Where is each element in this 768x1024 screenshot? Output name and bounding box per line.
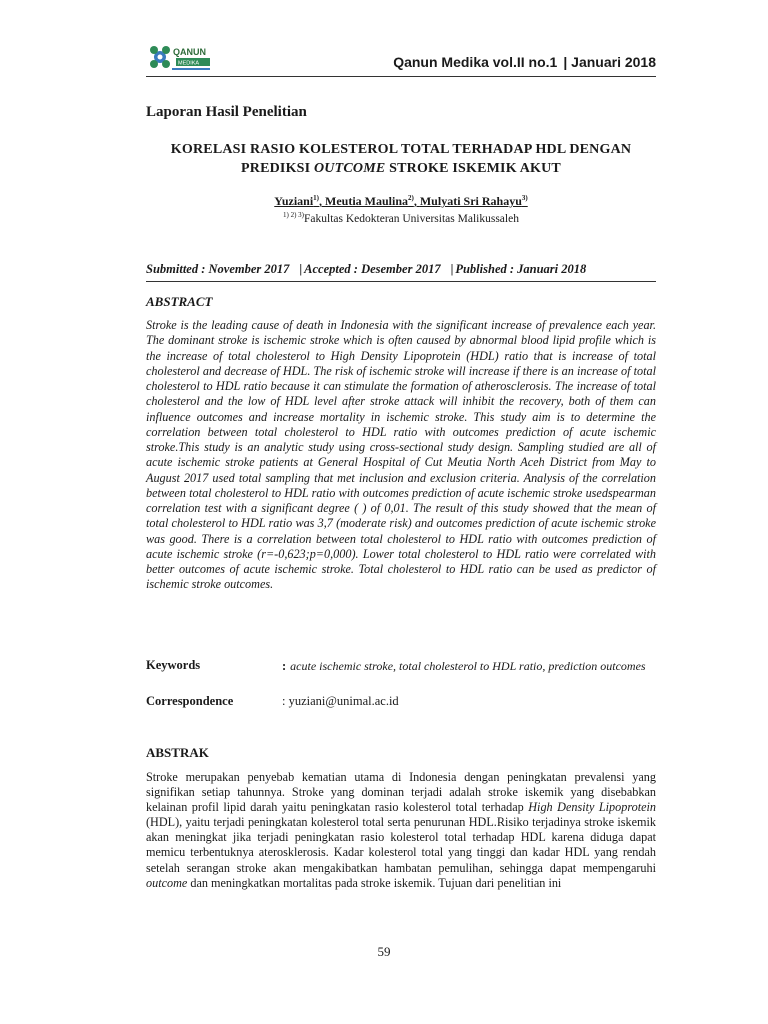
header-divider [146, 76, 656, 77]
journal-name: Qanun Medika vol.II no.1 [393, 54, 558, 70]
published-date: Published : Januari 2018 [455, 262, 587, 276]
abstrak-text: Stroke merupakan penyebab kematian utama di Indonesia dengan peningkatan prevalensi yang signifikan setiap tahunnya. Stroke yang dominan terjadi adalah stroke iskemik yang disebabkan kelainan profil lipid darah yaitu peningkatan rasio kolesterol total terhadap High Density Lipoprotein (HDL), yaitu terjadi peningkatan kolesterol total serta penurunan HDL.Risiko terjadinya stroke iskemik akan meningkat jika terjadi peningkatan rasio kolesterol total terhadap HDL karena diduga dapat memicu terbentuknya aterosklerosis. Kadar kolesterol total yang tinggi dan kadar HDL yang rendah setelah serangan stroke akan mengakibatkan hambatan pemulihan, sehingga dapat mempengaruhi outcome dan meningkatkan mortalitas pada stroke iskemik. Tujuan dari penelitian ini [146, 770, 656, 890]
affiliation: $^{1) 2) 3)}$Fakultas Kedokteran Universitas Malikussaleh [283, 211, 519, 225]
flower-emblem-icon [150, 46, 170, 68]
keywords-value: acute ischemic stroke, total cholesterol to HDL ratio, prediction outcomes [290, 659, 646, 673]
abstract-heading: ABSTRACT [146, 294, 213, 309]
abstrak-heading: ABSTRAK [146, 745, 209, 760]
page-number: 59 [377, 944, 391, 959]
header-separator: | [563, 54, 568, 70]
svg-text:MEDIKA: MEDIKA [178, 60, 200, 67]
title-emphasis: OUTCOME [314, 161, 386, 176]
abstract-text: Stroke is the leading cause of death in Indonesia with the significant increase of prevalence each year. The dominant stroke is ischemic stroke which is often caused by abnormal blood lipid profile which is the increase of total cholesterol to High Density Lipoprotein (HDL) ratio that is increase of total cholesterol and decrease of HDL. The risk of ischemic stroke will increase if there is an increase of total cholesterol to HDL ratio because it can stimulate the formation of atherosclerosis. The increase of total cholesterol and the low of HDL level after stroke attack will inhibit the recovery, both of them can influence outcomes and increase mortality in ischemic stroke. This study aim is to determine the correlation between total cholesterol to HDL ratio with outcomes prediction of acute ischemic stroke.This study is an analytic study using cross-sectional study design. Sampling studied are all of acute ischemic stroke patients at General Hospital of Cut Meutia North Aceh District from May to August 2017 used total sampling that met inclusion and exclusion criteria. Analysis of the correlation between total cholesterol to HDL ratio with outcomes prediction of acute ischemic stroke usedspearman correlation test with a significant degree ( ) of 0,01. The result of this study showed that the mean of total cholesterol to HDL ratio was 3,7 (moderate risk) and outcomes prediction of acute ischemic stroke was good. There is a correlation between total cholesterol to HDL ratio with outcomes prediction of acute ischemic stroke (r=-0,623;p=0,000). Lower total cholesterol to HDL ratio were correlated with better outcomes of acute ischemic stroke. Total cholesterol to HDL ratio can be used as predictor of ischemic stroke outcomes. [146, 318, 656, 592]
article-section-label: Laporan Hasil Penelitian [146, 104, 307, 120]
author-name: Meutia Maulina [325, 194, 409, 208]
submitted-date: Submitted : November 2017 [146, 262, 290, 276]
keywords-label: Keywords [146, 658, 201, 672]
dates-divider [146, 281, 656, 282]
publication-dates: Submitted : November 2017 | Accepted : Desember 2017 | Published : Januari 2018 [146, 262, 587, 276]
journal-issue: Januari 2018 [571, 54, 656, 70]
journal-logo [146, 41, 212, 74]
svg-text:QANUN: QANUN [173, 47, 206, 57]
correspondence-label: Correspondence [146, 694, 234, 708]
title-line-1: KORELASI RASIO KOLESTEROL TOTAL TERHADAP HDL DENGAN [170, 142, 632, 157]
journal-header [393, 54, 656, 70]
accepted-date: Accepted : Desember 2017 [304, 262, 441, 276]
article-title [146, 140, 656, 178]
title-line-2: PREDIKSI OUTCOME STROKE ISKEMIK AKUT [241, 161, 561, 176]
correspondence-email[interactable]: : yuziani@unimal.ac.id [282, 694, 399, 708]
author-name: Mulyati Sri Rahayu [419, 194, 522, 208]
author-name: Yuziani [274, 194, 314, 208]
author-list: Yuziani$^{1)}$, Meutia Maulina$^{2)}$, Mulyati Sri Rahayu$^{3)}$ [274, 194, 528, 208]
